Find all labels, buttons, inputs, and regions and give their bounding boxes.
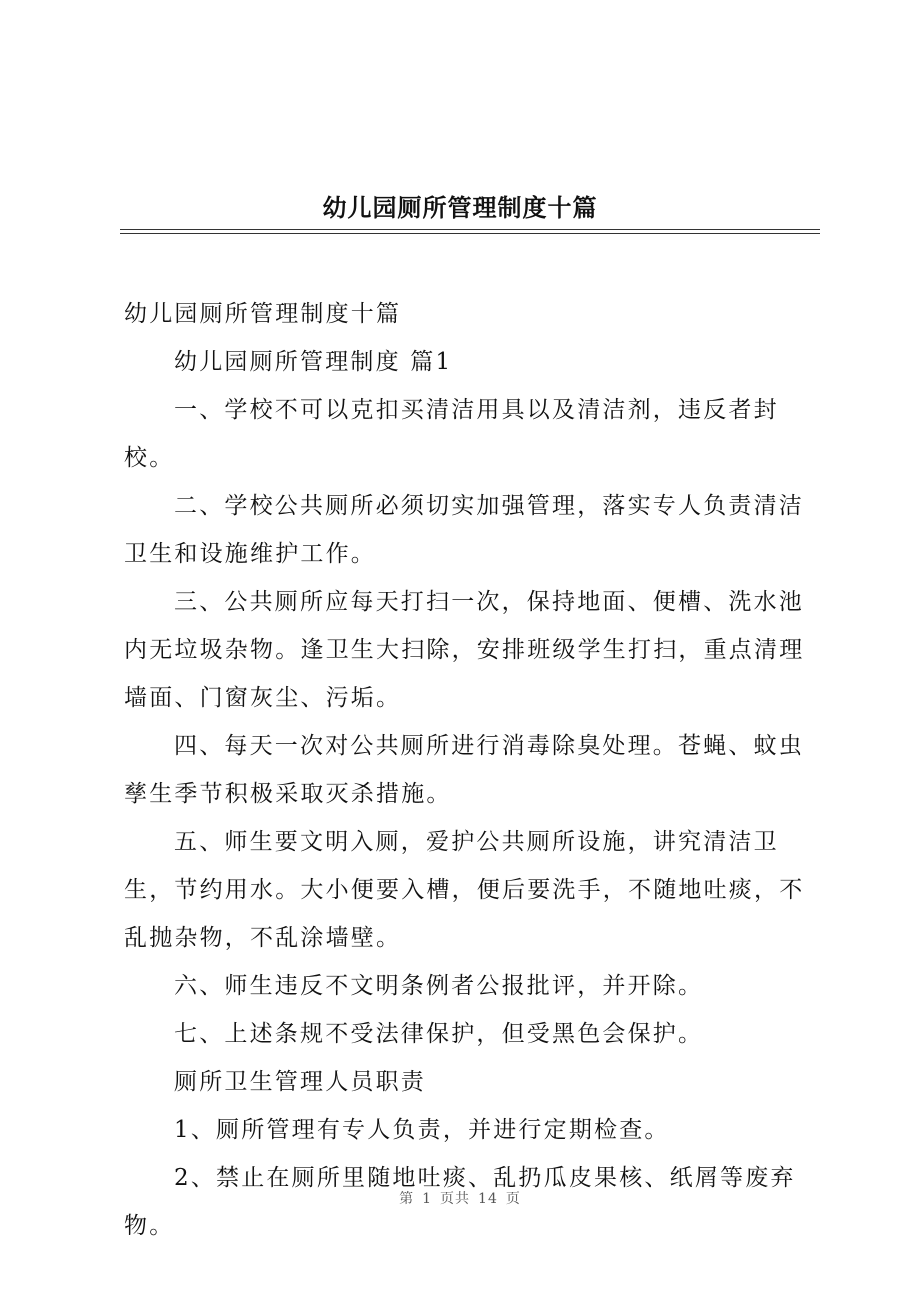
footer-current-page: 1 xyxy=(422,1191,433,1207)
paragraph-rule-3: 三、公共厕所应每天打扫一次，保持地面、便槽、洗水池内无垃圾杂物。逢卫生大扫除，安排班级学生打扫，重点清理墙面、门窗灰尘、污垢。 xyxy=(124,589,805,711)
paragraph-rule-6: 六、师生违反不文明条例者公报批评，并开除。 xyxy=(174,973,704,999)
paragraph-rule-4: 四、每天一次对公共厕所进行消毒除臭处理。苍蝇、蚊虫孳生季节积极采取灭杀措施。 xyxy=(124,733,804,807)
paragraph-duty-1: 1、厕所管理有专人负责，并进行定期检查。 xyxy=(174,1117,670,1143)
document-body xyxy=(124,290,824,1250)
paragraph-rule-5: 五、师生要文明入厕，爱护公共厕所设施，讲究清洁卫生，节约用水。大小便要入槽，便后要洗手，不随地吐痰，不乱抛杂物，不乱涂墙壁。 xyxy=(124,829,805,951)
paragraph-rule-7: 七、上述条规不受法律保护，但受黑色会保护。 xyxy=(174,1021,704,1047)
paragraph-duty-2: 2、禁止在厕所里随地吐痰、乱扔瓜皮果核、纸屑等废弃物。 xyxy=(124,1165,796,1239)
paragraph-rule-2: 二、学校公共厕所必须切实加强管理，落实专人负责清洁卫生和设施维护工作。 xyxy=(124,493,804,567)
title-divider xyxy=(120,229,820,234)
footer-total-pages: 14 xyxy=(478,1191,498,1207)
footer-middle: 页共 xyxy=(440,1191,471,1207)
paragraph-subheading: 厕所卫生管理人员职责 xyxy=(174,1069,426,1095)
page-footer xyxy=(0,1188,920,1208)
paragraph-section-title: 幼儿园厕所管理制度 篇1 xyxy=(174,349,453,375)
paragraph-heading: 幼儿园厕所管理制度十篇 xyxy=(124,301,402,327)
footer-prefix: 第 xyxy=(399,1191,415,1207)
footer-suffix: 页 xyxy=(505,1191,521,1207)
paragraph-rule-1: 一、学校不可以克扣买清洁用具以及清洁剂，违反者封校。 xyxy=(124,397,779,471)
document-title: 幼儿园厕所管理制度十篇 xyxy=(322,193,598,222)
